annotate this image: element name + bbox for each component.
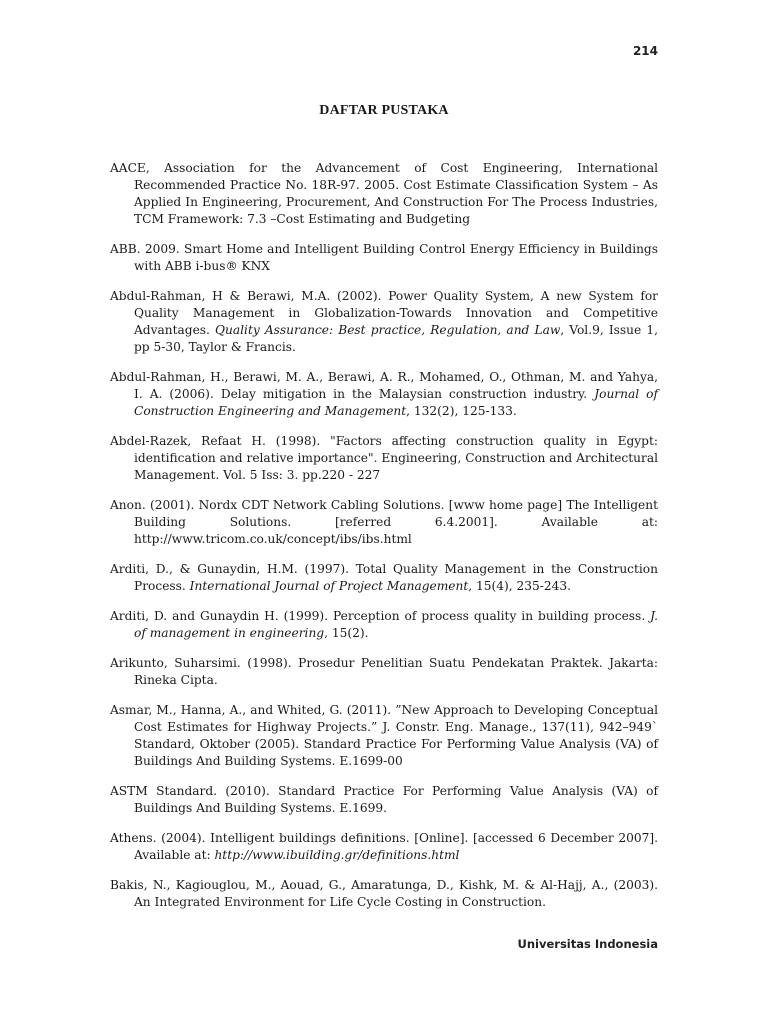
reference-text: Arikunto, Suharsimi. (1998). Prosedur Penelitian Suatu Pendekatan Praktek. Jakarta: Rineka Cipta.: [110, 656, 658, 687]
reference-text: , 15(4), 235-243.: [468, 579, 572, 593]
reference-italic-text: http://www.ibuilding.gr/definitions.html: [214, 848, 460, 862]
reference-entry: [110, 830, 658, 864]
reference-italic-text: J. of management in engineering: [134, 609, 658, 640]
reference-entry: [110, 160, 658, 228]
reference-entry: [110, 369, 658, 420]
reference-italic-text: Quality Assurance: Best practice, Regulation, and Law: [215, 323, 561, 337]
reference-entry: [110, 561, 658, 595]
reference-text: Athens. (2004). Intelligent buildings definitions. [Online]. [accessed 6 December 2007]. Available at:: [110, 831, 658, 862]
reference-entry: [110, 655, 658, 689]
reference-entry: [110, 433, 658, 484]
reference-text: Abdul-Rahman, H., Berawi, M. A., Berawi, A. R., Mohamed, O., Othman, M. and Yahya, I. A. (2006). Delay mitigation in the Malaysian construction industry.: [110, 370, 658, 401]
reference-text: , 15(2).: [324, 626, 369, 640]
reference-text: Abdel-Razek, Refaat H. (1998). "Factors affecting construction quality in Egypt: identification and relative importance". Engineering, Construction and Architectural Management. Vol. 5 Iss: 3. pp.220 - 227: [110, 434, 658, 482]
reference-entry: [110, 877, 658, 911]
reference-entry: [110, 241, 658, 275]
reference-text: Arditi, D., & Gunaydin, H.M. (1997). Total Quality Management in the Construction Process.: [110, 562, 658, 593]
reference-italic-text: International Journal of Project Management: [189, 579, 469, 593]
page-number: 214: [632, 44, 658, 58]
reference-entry: [110, 608, 658, 642]
reference-text: ASTM Standard. (2010). Standard Practice For Performing Value Analysis (VA) of Buildings And Building Systems. E.1699.: [110, 784, 658, 815]
reference-text: Anon. (2001). Nordx CDT Network Cabling Solutions. [www home page] The Intelligent Building Solutions. [referred 6.4.2001]. Available at: http://www.tricom.co.uk/concept/ibs/ibs.html: [110, 498, 658, 546]
reference-text: AACE, Association for the Advancement of Cost Engineering, International Recommended Practice No. 18R-97. 2005. Cost Estimate Classification System – As Applied In Engineering, Procurement, And Construction For The Process Industries, TCM Framework: 7.3 –Cost Estimating and Budgeting: [110, 161, 658, 226]
footer-institution: Universitas Indonesia: [517, 937, 658, 951]
page-title: DAFTAR PUSTAKA: [319, 103, 449, 118]
reference-italic-text: Journal of Construction Engineering and Management: [134, 387, 658, 418]
reference-list: [110, 160, 658, 924]
reference-entry: [110, 288, 658, 356]
reference-text: , Vol.9, Issue 1, pp 5-30, Taylor & Francis.: [134, 323, 658, 354]
reference-text: Asmar, M., Hanna, A., and Whited, G. (2011). ”New Approach to Developing Conceptual Cost Estimates for Highway Projects.” J. Constr. Eng. Manage., 137(11), 942–949` Standard, Oktober (2005). Standard Practice For Performing Value Analysis (VA) of Buildings And Building Systems. E.1699-00: [110, 703, 658, 768]
reference-entry: [110, 783, 658, 817]
reference-entry: [110, 497, 658, 548]
reference-text: , 132(2), 125-133.: [406, 404, 517, 418]
reference-text: Bakis, N., Kagiouglou, M., Aouad, G., Amaratunga, D., Kishk, M. & Al-Hajj, A., (2003). An Integrated Environment for Life Cycle Costing in Construction.: [110, 878, 658, 909]
reference-text: Arditi, D. and Gunaydin H. (1999). Perception of process quality in building process.: [110, 609, 651, 623]
reference-entry: [110, 702, 658, 770]
reference-text: ABB. 2009. Smart Home and Intelligent Building Control Energy Efficiency in Buildings with ABB i-bus® KNX: [110, 242, 658, 273]
reference-text: Abdul-Rahman, H & Berawi, M.A. (2002). Power Quality System, A new System for Quality Management in Globalization-Towards Innovation and Competitive Advantages.: [110, 289, 658, 337]
